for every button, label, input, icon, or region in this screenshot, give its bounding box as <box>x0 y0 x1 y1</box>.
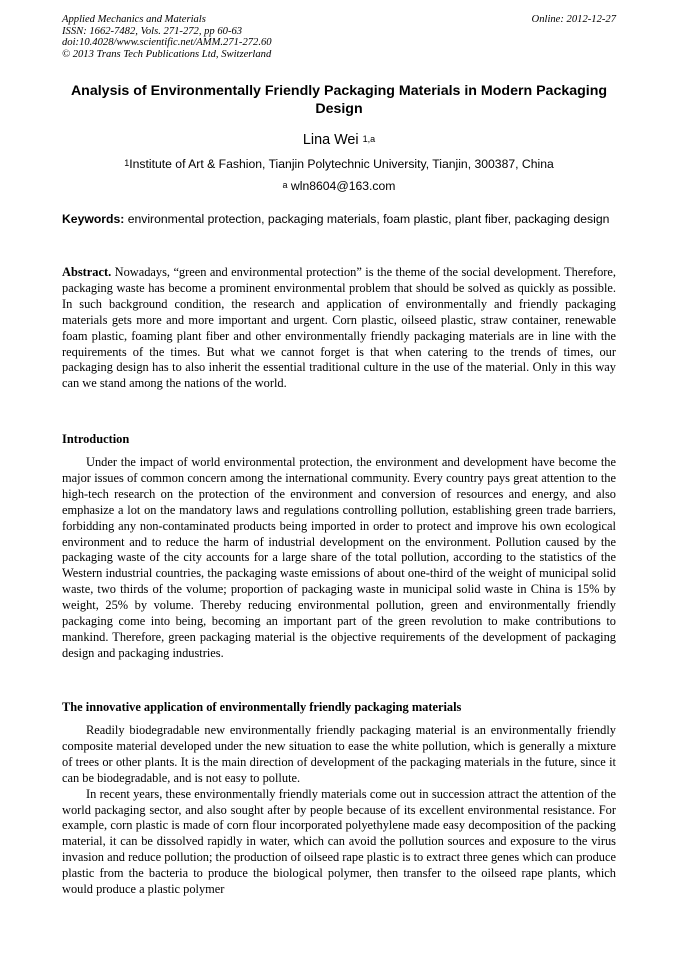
section2-paragraph-2: In recent years, these environmentally friendly materials come out in succession attract the attention of the world packaging sector, and also sought after by people because of its excellent environmental resistance. For example, corn plastic is made of corn flour incorporated polyethylene made easy decomposition of the packing material, it can be dissolved rapidly in water, which can avoid the pollution sources and exposure to the virus invasion and reduce pollution; the production of oilseed rape plastic is to extract three genes which can produce plastic from the bacteria to produce the biological polymer, then transfer to the oilseed rape plants, which would produce a plastic polymer <box>62 786 616 897</box>
keywords <box>62 211 616 227</box>
issn-line: ISSN: 1662-7482, Vols. 271-272, pp 60-63 <box>62 25 243 37</box>
abstract-label: Abstract. <box>62 265 112 279</box>
author-line <box>62 132 616 149</box>
section2-paragraph-1: Readily biodegradable new environmentally friendly packaging material is an environmentally friendly composite material developed under the new situation to ease the white pollution, which is generally a mixture of trees or other plants. It is the main direction of development of the packaging materials in the future, since it can be biodegradable, and is not easy to pollute. <box>62 723 616 785</box>
section2-heading: The innovative application of environmentally friendly packaging materials <box>62 700 462 714</box>
paper-title: Analysis of Environmentally Friendly Packaging Materials in Modern Packaging Design <box>70 83 608 117</box>
abstract <box>62 265 616 392</box>
keywords-text: environmental protection, packaging materials, foam plastic, plant fiber, packaging design <box>124 212 610 226</box>
author-sup: 1,a <box>362 134 376 144</box>
abstract-text: Nowadays, “green and environmental protection” is the theme of the social development. Therefore, packaging waste has become a prominent environmental problem that should be solved as quickly as possible. In such background condition, the research and application of environmentally and friendly packaging materials gets more and more important and urgent. Corn plastic, oilseed plastic, straw container, renewable foam plastic, foaming plant fiber and other environmentally friendly packaging materials are in line with the requirements of the times. But what we cannot forget is that when catering to the trends of times, our packaging design has to also inherit the essential traditional culture in the use of the material. Only in this way can we stand among the nations of the world. <box>62 265 616 391</box>
email-line <box>62 179 616 194</box>
journal-header <box>62 14 616 60</box>
introduction-heading: Introduction <box>62 432 130 446</box>
affiliation <box>62 157 616 172</box>
introduction-paragraph: Under the impact of world environmental protection, the environment and development have become the major issues of common concern among the international community. Every country pays great attention to the high-tech research on the protection of the environment and conversion of resources and energy, and also emphasize a lot on the mandatory laws and regulations controlling pollution, establishing green trade barriers, forbidding any non-contaminated products being imported in order to protect and improve his own ecological environment and to reduce the harm of industrial development on the environment. Pollution caused by the packaging waste of the city accounts for a large share of the total pollution, according to the statistics of the Western industrial countries, the packaging waste emissions of about one-third of the weight of municipal solid waste, two thirds of the volume; proportion of packaging waste in municipal solid waste in China is 15% by weight, 25% by volume. Thereby reducing environmental pollution, green and environmentally friendly packaging come into being, becoming an important part of the green revolution to make contributions to mankind. Therefore, green packaging material is the objective requirements of the development of packaging design and packaging industries. <box>62 455 616 660</box>
keywords-label: Keywords: <box>62 212 125 226</box>
email-address: wln8604@163.com <box>287 179 396 193</box>
section2-body <box>62 723 616 898</box>
affiliation-text: Institute of Art & Fashion, Tianjin Polytechnic University, Tianjin, 300387, China <box>129 157 554 171</box>
author-name: Lina Wei <box>302 132 363 148</box>
introduction-body <box>62 455 616 662</box>
doi-line: doi:10.4028/www.scientific.net/AMM.271-272.60 <box>62 37 272 49</box>
copyright-line: © 2013 Trans Tech Publications Ltd, Switzerland <box>62 48 272 60</box>
online-date: Online: 2012-12-27 <box>531 14 616 25</box>
journal-name: Applied Mechanics and Materials <box>62 14 206 25</box>
affiliation-sup: 1 <box>124 158 130 168</box>
email-sup: a <box>282 180 288 190</box>
